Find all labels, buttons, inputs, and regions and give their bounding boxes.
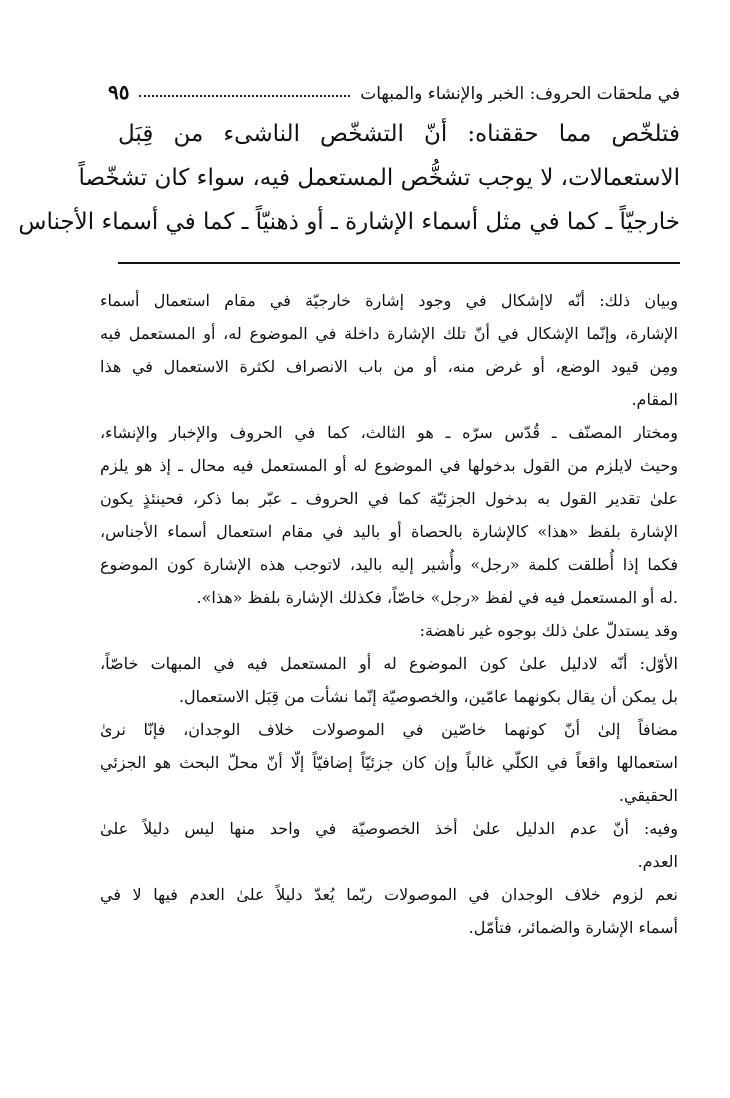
footnote-line: استعمالها واقعاً في الكلّي غالباً وإن كان جزئيّاً إضافيّاً إلّا أنّ محلّ البحث هو الجزئي — [100, 753, 678, 772]
footnote-paragraph — [100, 614, 678, 647]
footnote-line: أسماء الإشارة والضمائر، فتأمّل. — [468, 918, 678, 937]
footnote-paragraph — [100, 812, 678, 878]
footnotes — [100, 284, 678, 944]
page-header — [108, 70, 680, 104]
footnote-line: فكما إذا أُطلقت كلمة «رجل» وأُشير إليه باليد، لاتوجب هذه الإشارة كون الموضوع — [100, 555, 678, 574]
footnote-line: وقد يستدلّ علىٰ ذلك بوجوه غير ناهضة: — [419, 621, 678, 640]
footnote-paragraph — [100, 416, 678, 614]
main-text-line: فتلخّص مما حققناه: أنّ التشخّص الناشىء من قِبَل — [118, 121, 680, 147]
footnote-line: .له أو المستعمل فيه في لفظ «رجل» خاصّاً، فكذلك الإشارة بلفظ «هذا». — [196, 588, 678, 607]
main-text — [18, 112, 680, 244]
main-text-line: خارجيّاً ـ كما في مثل أسماء الإشارة ـ أو ذهنيّاً ـ كما في أسماء الأجناس — [18, 209, 680, 235]
footnote-line: وحيث لايلزم من القول بدخولها في الموضوع له أو المستعمل فيه محال ـ إذ هو يلزم — [100, 456, 678, 475]
header-dot-leader — [139, 95, 350, 97]
main-text-line: الاستعمالات، لا يوجب تشخُّص المستعمل فيه، سواء كان تشخّصاً — [78, 165, 680, 191]
footnote-line: الأوّل: أنّه لادليل علىٰ كون الموضوع له أو المستعمل فيه في المبهات خاصّاً، — [100, 654, 678, 673]
footnote-line: العدم. — [637, 852, 678, 871]
footnote-paragraph — [100, 713, 678, 812]
footnote-line: وبيان ذلك: أنّه لاإشكال في وجود إشارة خارجيّة في مقام استعمال أسماء — [100, 291, 678, 310]
footnote-paragraph — [100, 878, 678, 944]
page-number: ٩٥ — [108, 80, 130, 104]
footnote-line: مضافاً إلىٰ أنّ كونهما خاصّين في الموصولات خلاف الوجدان، فإنّا نرىٰ — [100, 720, 678, 739]
footnote-line: المقام. — [631, 390, 678, 409]
footnote-line: وفيه: أنّ عدم الدليل علىٰ أخذ الخصوصيّة في واحد منها ليس دليلاً علىٰ — [100, 819, 678, 838]
footnote-paragraph — [100, 284, 678, 416]
footnote-line: ومختار المصنّف ـ قُدّس سرّه ـ هو الثالث، كما في الحروف والإخبار والإنشاء، — [100, 423, 678, 442]
footnote-line: الإشارة بلفظ «هذا» كالإشارة بالحصاة أو باليد في مقام استعمال أسماء الأجناس، — [100, 522, 678, 541]
footnote-line: بل يمكن أن يقال بكونهما عامّين، والخصوصيّة إنّما نشأت من قِبَل الاستعمال. — [178, 687, 678, 706]
footnote-line: نعم لزوم خلاف الوجدان في الموصولات ربّما يُعدّ دليلاً علىٰ العدم فيها لا في — [100, 885, 678, 904]
footnote-line: علىٰ تقدير القول به بدخول الجزئيّة كما في الحروف ـ عبّر بما ذكر، فحينئذٍ يكون — [100, 489, 679, 508]
running-title: في ملحقات الحروف: الخبر والإنشاء والمبهات — [360, 84, 680, 104]
footnote-line: الحقيقي. — [618, 786, 678, 805]
footnote-paragraph — [100, 647, 678, 713]
footnote-line: الإشارة، وإنّما الإشكال في أنّ تلك الإشارة داخلة في الموضوع له، أو المستعمل فيه — [100, 324, 678, 343]
footnote-separator — [118, 262, 680, 264]
footnote-line: ومِن قيود الوضع، أو غرض منه، أو من باب الانصراف لكثرة الاستعمال في هذا — [100, 357, 678, 376]
